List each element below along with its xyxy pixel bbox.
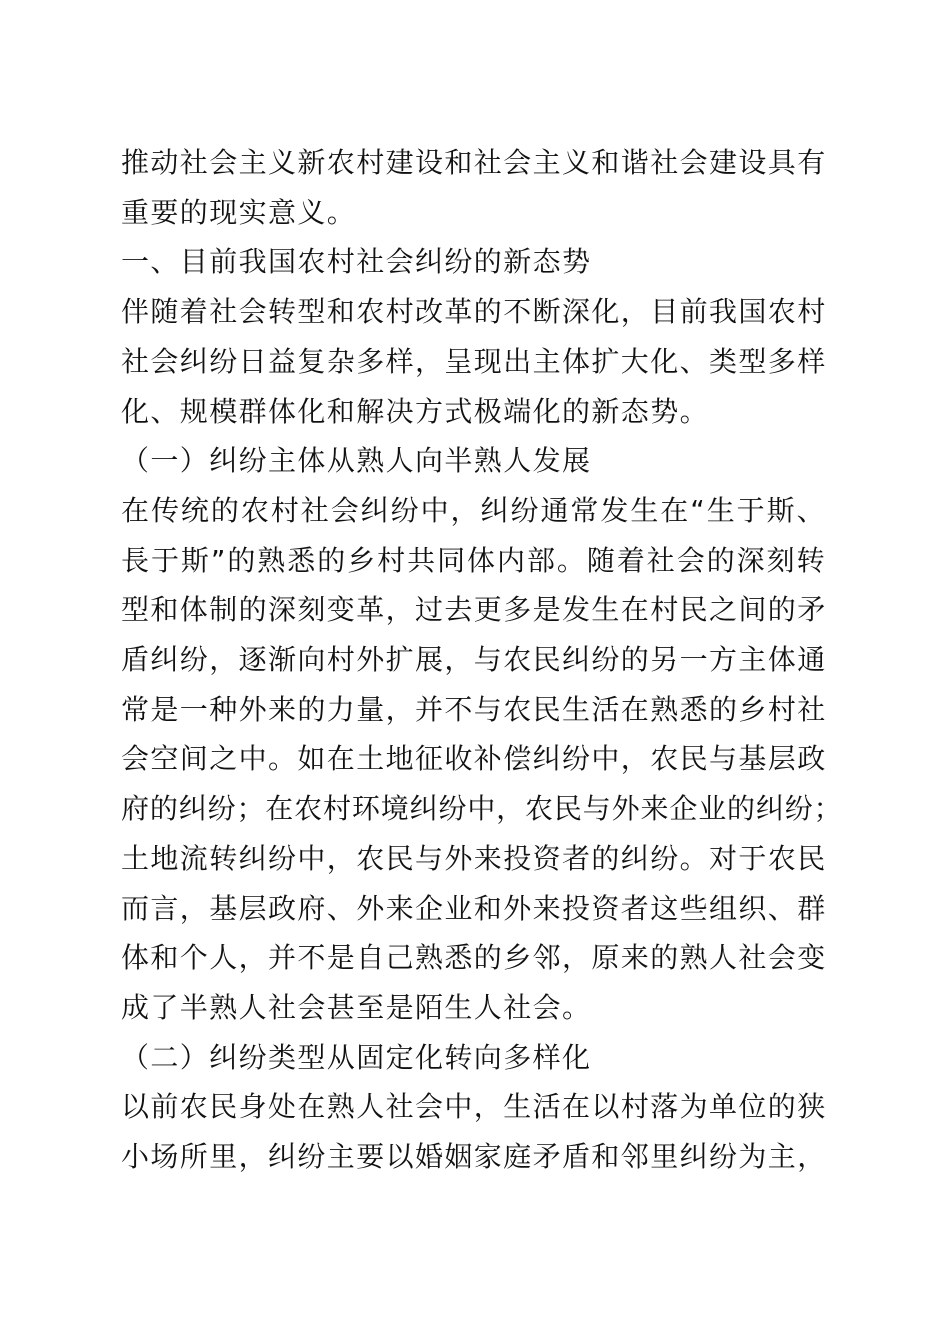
text-line: 成了半熟人社会甚至是陌生人社会。 xyxy=(121,990,592,1024)
text-line: 伴随着社会转型和农村改革的不断深化，目前我国农村 xyxy=(121,295,827,329)
text-line: 社会纠纷日益复杂多样，呈现出主体扩大化、类型多样 xyxy=(121,344,827,378)
text-line: 府的纠纷；在农村环境纠纷中，农民与外来企业的纠纷； xyxy=(121,792,843,826)
text-line: 而言，基层政府、外来企业和外来投资者这些组织、群 xyxy=(121,891,827,925)
subsection-heading: （二）纠纷类型从固定化转向多样化 xyxy=(121,1040,592,1074)
subsection-heading: （一）纠纷主体从熟人向半熟人发展 xyxy=(121,444,592,478)
text-line: 小场所里，纠纷主要以婚姻家庭矛盾和邻里纠纷为主， xyxy=(121,1140,827,1174)
text-line: 推动社会主义新农村建设和社会主义和谐社会建设具有 xyxy=(121,146,827,179)
text-line: 体和个人，并不是自己熟悉的乡邻，原来的熟人社会变 xyxy=(121,941,827,975)
text-line: 以前农民身处在熟人社会中，生活在以村落为单位的狭 xyxy=(121,1090,827,1124)
text-line: 在传统的农村社会纠纷中，纠纷通常发生在“生于斯、 xyxy=(121,493,827,527)
section-heading: 一、目前我国农村社会纠纷的新态势 xyxy=(121,245,592,279)
text-line: 土地流转纠纷中，农民与外来投资者的纠纷。对于农民 xyxy=(121,841,827,875)
text-line: 重要的现实意义。 xyxy=(121,195,357,229)
document-body xyxy=(121,138,845,1182)
text-line: 会空间之中。如在土地征收补偿纠纷中，农民与基层政 xyxy=(121,742,827,776)
text-line: 型和体制的深刻变革，过去更多是发生在村民之间的矛 xyxy=(121,593,827,627)
text-line: 常是一种外来的力量，并不与农民生活在熟悉的乡村社 xyxy=(121,692,827,726)
text-line: 盾纠纷，逐渐向村外扩展，与农民纠纷的另一方主体通 xyxy=(121,643,827,677)
text-line: 化、规模群体化和解决方式极端化的新态势。 xyxy=(121,394,710,428)
text-line: 長于斯”的熟悉的乡村共同体内部。随着社会的深刻转 xyxy=(121,543,827,577)
